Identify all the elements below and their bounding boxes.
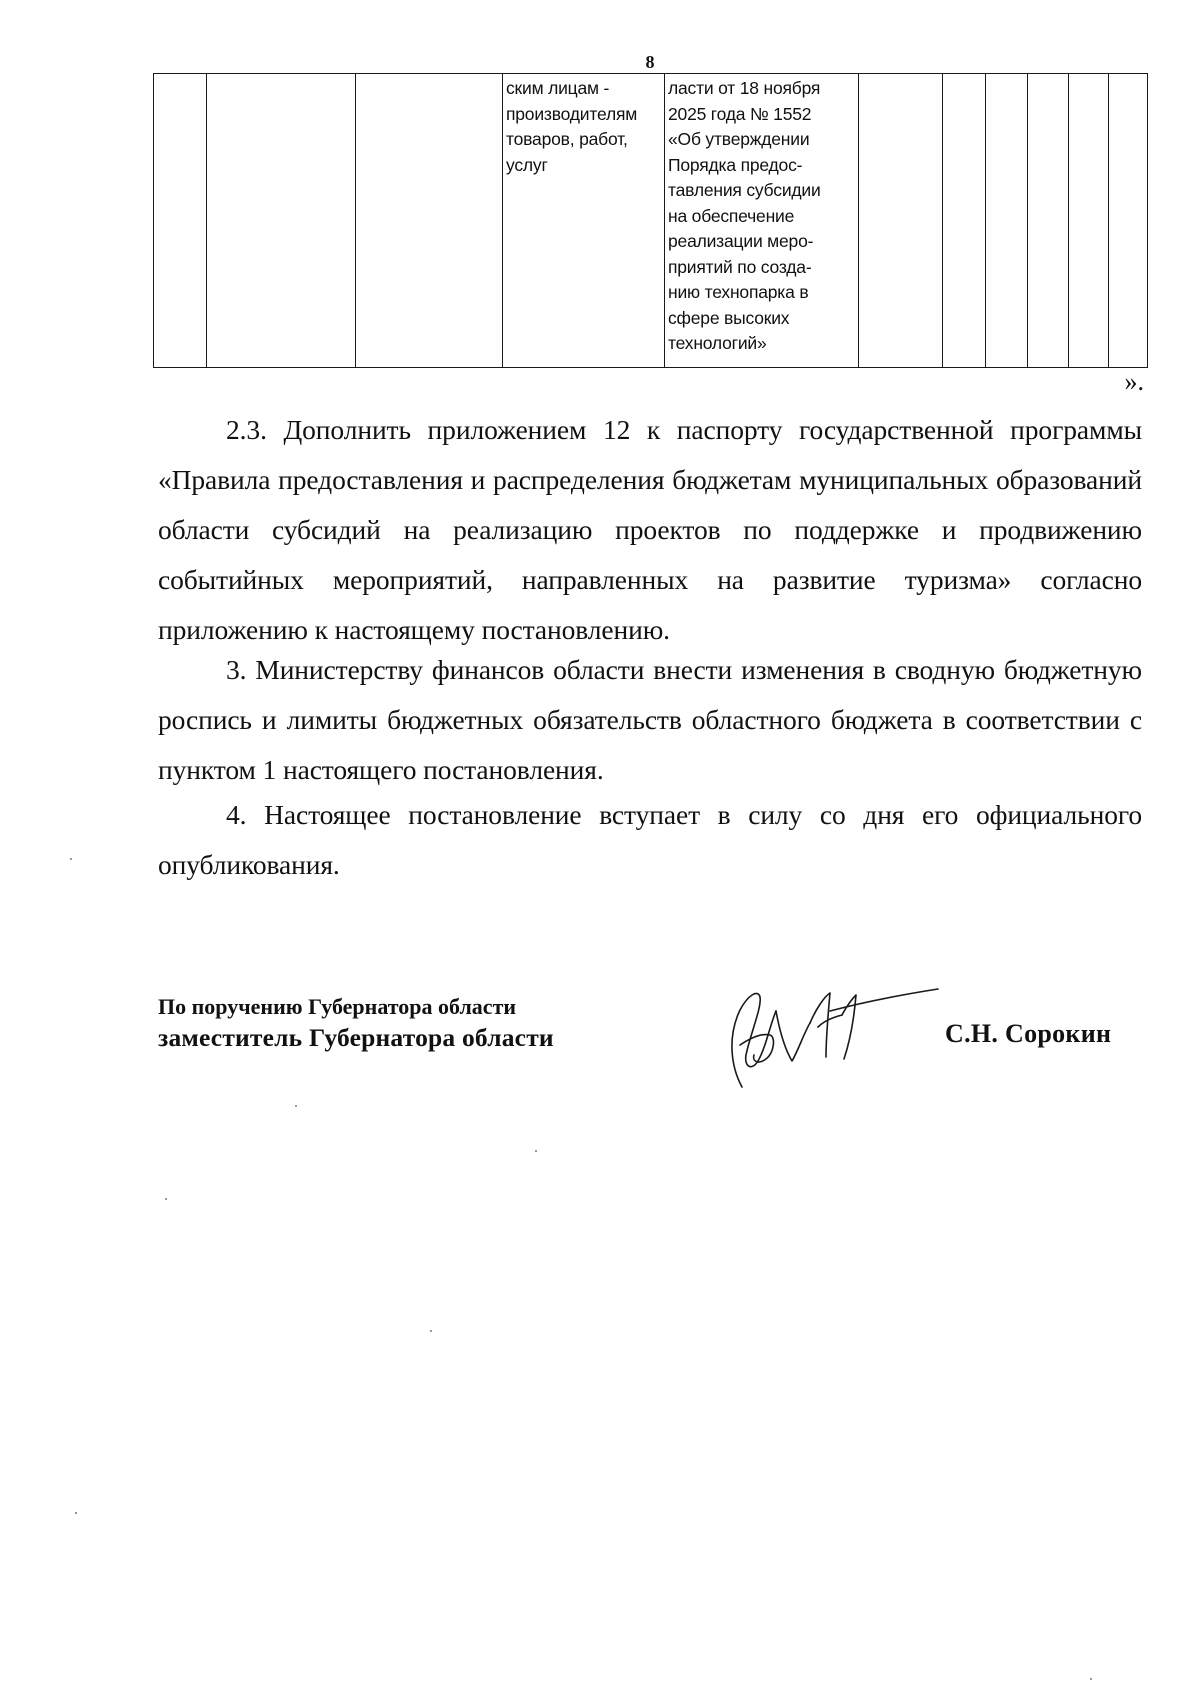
signatory-title-block [158,993,554,1055]
table-cell [1028,74,1069,368]
paragraph-3: 3. Министерству финансов области внести изменения в сводную бюджетную роспись и лимиты бюджетных обязательств областного бюджета в соответствии с пунктом 1 настоящего постановления. [158,654,1142,785]
table-cell [207,74,356,368]
table-cell [1069,74,1109,368]
table-row [154,74,1148,368]
table-cell [859,74,943,368]
continuation-table [153,73,1148,368]
scan-speck [165,1198,167,1200]
paragraph-4: 4. Настоящее постановление вступает в силу со дня его официального опубликования. [158,799,1142,880]
handwritten-signature [700,975,960,1095]
table-cell-legal-basis: ласти от 18 ноября 2025 года № 1552 «Об утверждении Порядка предос- тавления субсидии на обеспечение реализации меро- приятий по созда- нию технопарка в сфере высоких технологий» [665,74,859,368]
scan-speck [1090,1678,1092,1680]
table-cell [986,74,1028,368]
scan-speck [70,858,72,860]
page-number: 8 [645,52,655,72]
closing-quote: ». [1124,367,1144,396]
table-cell [154,74,207,368]
table-cell [356,74,503,368]
paragraph-2-3: 2.3. Дополнить приложением 12 к паспорту государственной программы «Правила предоставления и распределения бюджетам муниципальных образований области субсидий на реализацию проектов по поддержке и продвижению событийных мероприятий, направленных на развитие туризма» согласно приложению к настоящему постановлению. [158,414,1142,645]
scan-speck [430,1330,432,1332]
scan-speck [295,1105,297,1107]
table-cell-recipients: ским лицам - производителям товаров, работ, услуг [503,74,665,368]
scan-speck [75,1512,77,1514]
table-cell [943,74,986,368]
scan-speck [535,1150,537,1152]
signer-name: С.Н. Сорокин [945,1019,1112,1048]
signatory-line-1: По поручению Губернатора области [158,994,517,1019]
table-cell [1109,74,1148,368]
signatory-line-2: заместитель Губернатора области [158,1023,554,1052]
continuation-table-wrapper [153,73,1147,368]
